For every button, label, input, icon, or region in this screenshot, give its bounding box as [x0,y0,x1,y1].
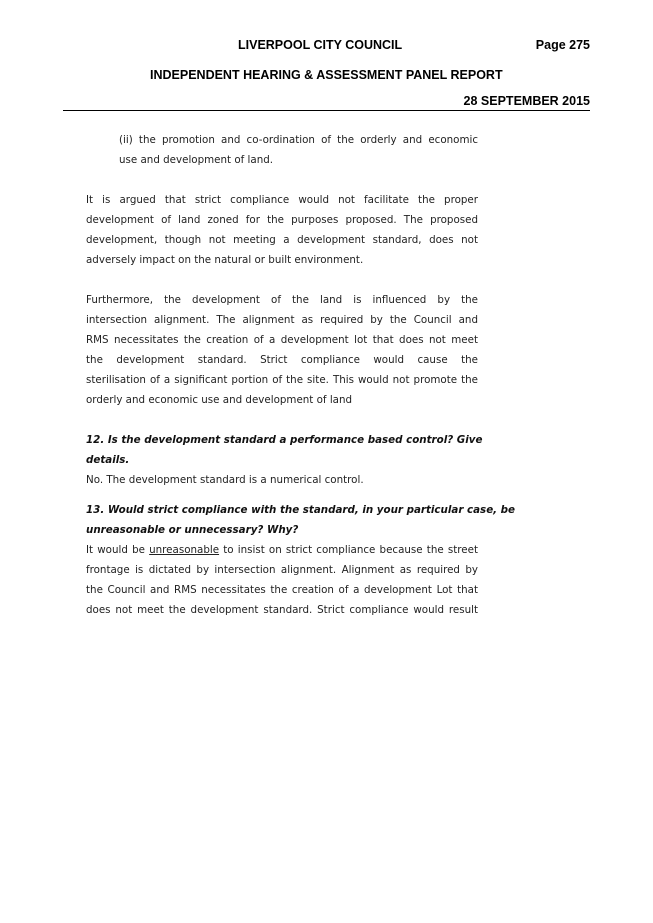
report-date: 28 SEPTEMBER 2015 [463,94,590,108]
text-line: does not meet the development standard. Strict compliance would result [86,604,478,616]
text-line: It is argued that strict compliance would not facilitate the proper [86,194,478,206]
text-run: to insist on strict compliance because the street [219,544,478,556]
text-line: development of land zoned for the purposes proposed. The proposed [86,214,478,226]
text-line: orderly and economic use and development of land [86,394,353,406]
text-line: Furthermore, the development of the land is influenced by the [86,294,478,306]
page-number: Page 275 [535,38,590,52]
question-line: details. [86,454,130,466]
question-13 [86,500,516,540]
question-line: 12. Is the development standard a performance based control? Give [86,434,483,446]
text-run: It would be [86,544,150,556]
text-line: development, though not meeting a development standard, does not [86,234,478,246]
text-line: use and development of land. [119,154,274,166]
question-line: 13. Would strict compliance with the standard, in your particular case, be [86,504,516,516]
answer-13 [86,540,478,620]
header-divider [63,110,590,111]
text-line: the Council and RMS necessitates the creation of a development Lot that [86,584,478,596]
underlined-word: unreasonable [149,544,220,556]
text-line: intersection alignment. The alignment as required by the Council and [86,314,478,326]
text-line: sterilisation of a significant portion of the site. This would not promote the [86,374,478,386]
text-line: adversely impact on the natural or built environment. [86,254,364,266]
paragraph-intersection [86,290,478,410]
question-line: unreasonable or unnecessary? Why? [86,524,299,536]
document-body [86,130,516,620]
report-title: INDEPENDENT HEARING & ASSESSMENT PANEL REPORT [150,68,503,82]
text-line: RMS necessitates the creation of a development lot that does not meet [86,334,478,346]
text-line: (ii) the promotion and co-ordination of the orderly and economic [119,134,478,146]
paragraph-objective-ii [86,130,478,170]
paragraph-argument [86,190,478,270]
council-name: LIVERPOOL CITY COUNCIL [238,38,403,52]
answer-12: No. The development standard is a numerical control. [86,474,364,486]
text-line [86,540,478,560]
question-12 [86,430,483,470]
text-line: frontage is dictated by intersection alignment. Alignment as required by [86,564,478,576]
text-line: the development standard. Strict compliance would cause the [86,354,478,366]
